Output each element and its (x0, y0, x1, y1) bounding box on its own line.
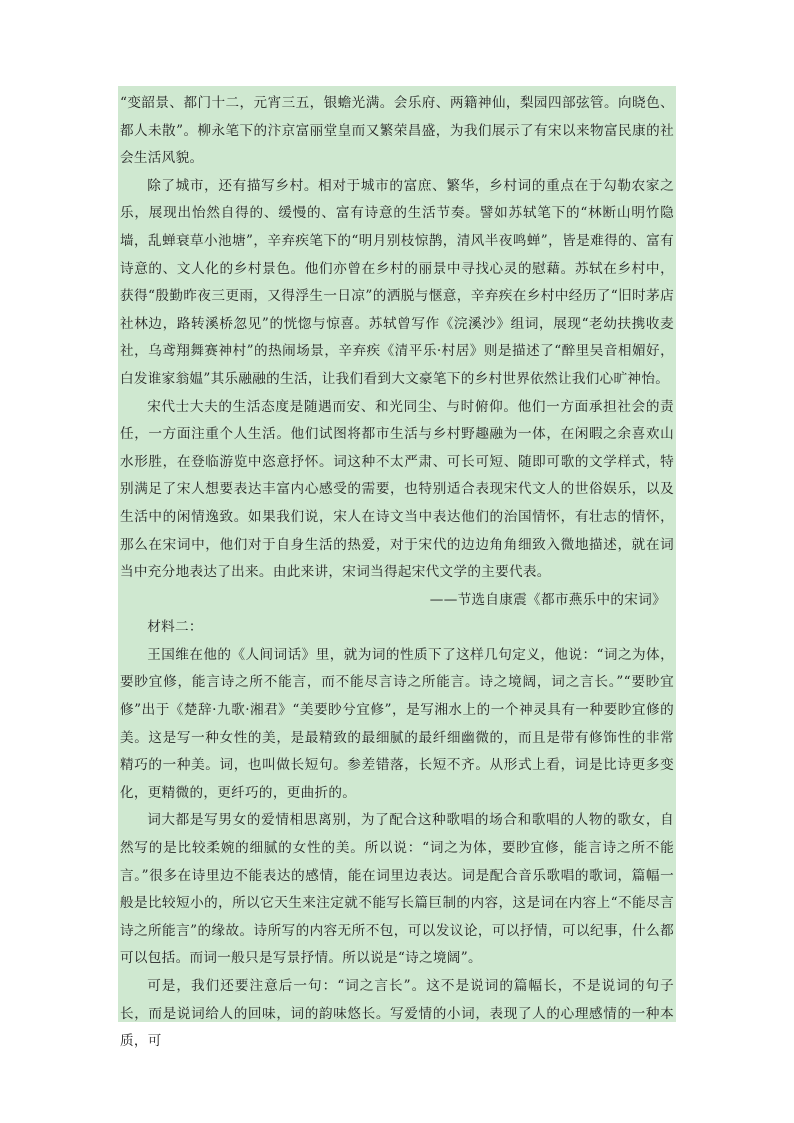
material2-paragraph-1: 王国维在他的《人间词话》里，就为词的性质下了这样几句定义，他说：“词之为体，要眇宜修，能言诗之所不能言，而不能尽言诗之所能言。诗之境阔，词之言长。”“要眇宜修”出于《楚辞·九歌·湘君》“美要眇兮宜修”，是写湘水上的一个神灵具有一种要眇宜修的美。这是写一种女性的美，是最精致的最细腻的最纤细幽微的，而且是带有修饰性的非常精巧的一种美。词，也叫做长短句。参差错落，长短不齐。从形式上看，词是比诗更多变化，更精微的，更纤巧的，更曲折的。 (120, 646, 674, 801)
material1-paragraph-1: “变韶景、都门十二，元宵三五，银蟾光满。会乐府、两籍神仙，梨园四部弦管。向晓色、都人未散”。柳永笔下的汴京富丽堂皇而又繁荣昌盛，为我们展示了有宋以来物富民康的社会生活风貌。 (120, 95, 674, 167)
material1-paragraph-2: 除了城市，还有描写乡村。相对于城市的富庶、繁华，乡村词的重点在于勾勒农家之乐，展现出怡然自得的、缓慢的、富有诗意的生活节奏。譬如苏轼笔下的“林断山明竹隐墙，乱蝉衰草小池塘”，辛弃疾笔下的“明月别枝惊鹊，清风半夜鸣蝉”，皆是难得的、富有诗意的、文人化的乡村景色。他们亦曾在乡村的丽景中寻找心灵的慰藉。苏轼在乡村中，获得“殷勤昨夜三更雨，又得浮生一日凉”的洒脱与惬意，辛弃疾在乡村中经历了“旧时茅店社林边，路转溪桥忽见”的恍惚与惊喜。苏轼曾写作《浣溪沙》组词，展现“老幼扶携收麦社，乌鸢翔舞赛神村”的热闹场景，辛弃疾《清平乐·村居》则是描述了“醉里吴音相媚好，白发谁家翁媪”其乐融融的生活，让我们看到大文豪笔下的乡村世界依然让我们心旷神怡。 (120, 177, 674, 387)
document-page (118, 86, 676, 1050)
material2-paragraph-2: 词大都是写男女的爱情相思离别，为了配合这种歌唱的场合和歌唱的人物的歌女，自然写的是比较柔婉的细腻的女性的美。所以说：“词之为体，要眇宜修，能言诗之所不能言。”很多在诗里边不能表达的感情，能在词里边表达。词是配合音乐歌唱的歌词，篇幅一般是比较短小的，所以它天生来注定就不能写长篇巨制的内容，这是词在内容上“不能尽言诗之所能言”的缘故。诗所写的内容无所不包，可以发议论，可以抒情，可以纪事，什么都可以包括。而词一般只是写景抒情。所以说是“诗之境阔”。 (120, 812, 674, 967)
material1-paragraph-3: 宋代士大夫的生活态度是随遇而安、和光同尘、与时俯仰。他们一方面承担社会的责任，一方面注重个人生活。他们试图将都市生活与乡村野趣融为一体，在闲暇之余喜欢山水形胜，在登临游览中恣意抒怀。词这种不太严肃、可长可短、随即可歌的文学样式，特别满足了宋人想要表达丰富内心感受的需要，也特别适合表现宋代文人的世俗娱乐，以及生活中的闲情逸致。如果我们说，宋人在诗文当中表达他们的治国情怀，有壮志的情怀，那么在宋词中，他们对于自身生活的热爱，对于宋代的边边角角细致入微地描述，就在词当中充分地表达了出来。由此来讲，宋词当得起宋代文学的主要代表。 (120, 398, 674, 581)
material1-source: ——节选自康震《都市燕乐中的宋词》 (429, 591, 666, 608)
material2-paragraph-3: 可是，我们还要注意后一句：“词之言长”。这不是说词的篇幅长，不是说词的句子长，而是说词给人的回味，词的韵味悠长。写爱情的小词，表现了人的心理感情的一种本质，可 (120, 978, 674, 1050)
material2-label: 材料二： (147, 619, 203, 636)
